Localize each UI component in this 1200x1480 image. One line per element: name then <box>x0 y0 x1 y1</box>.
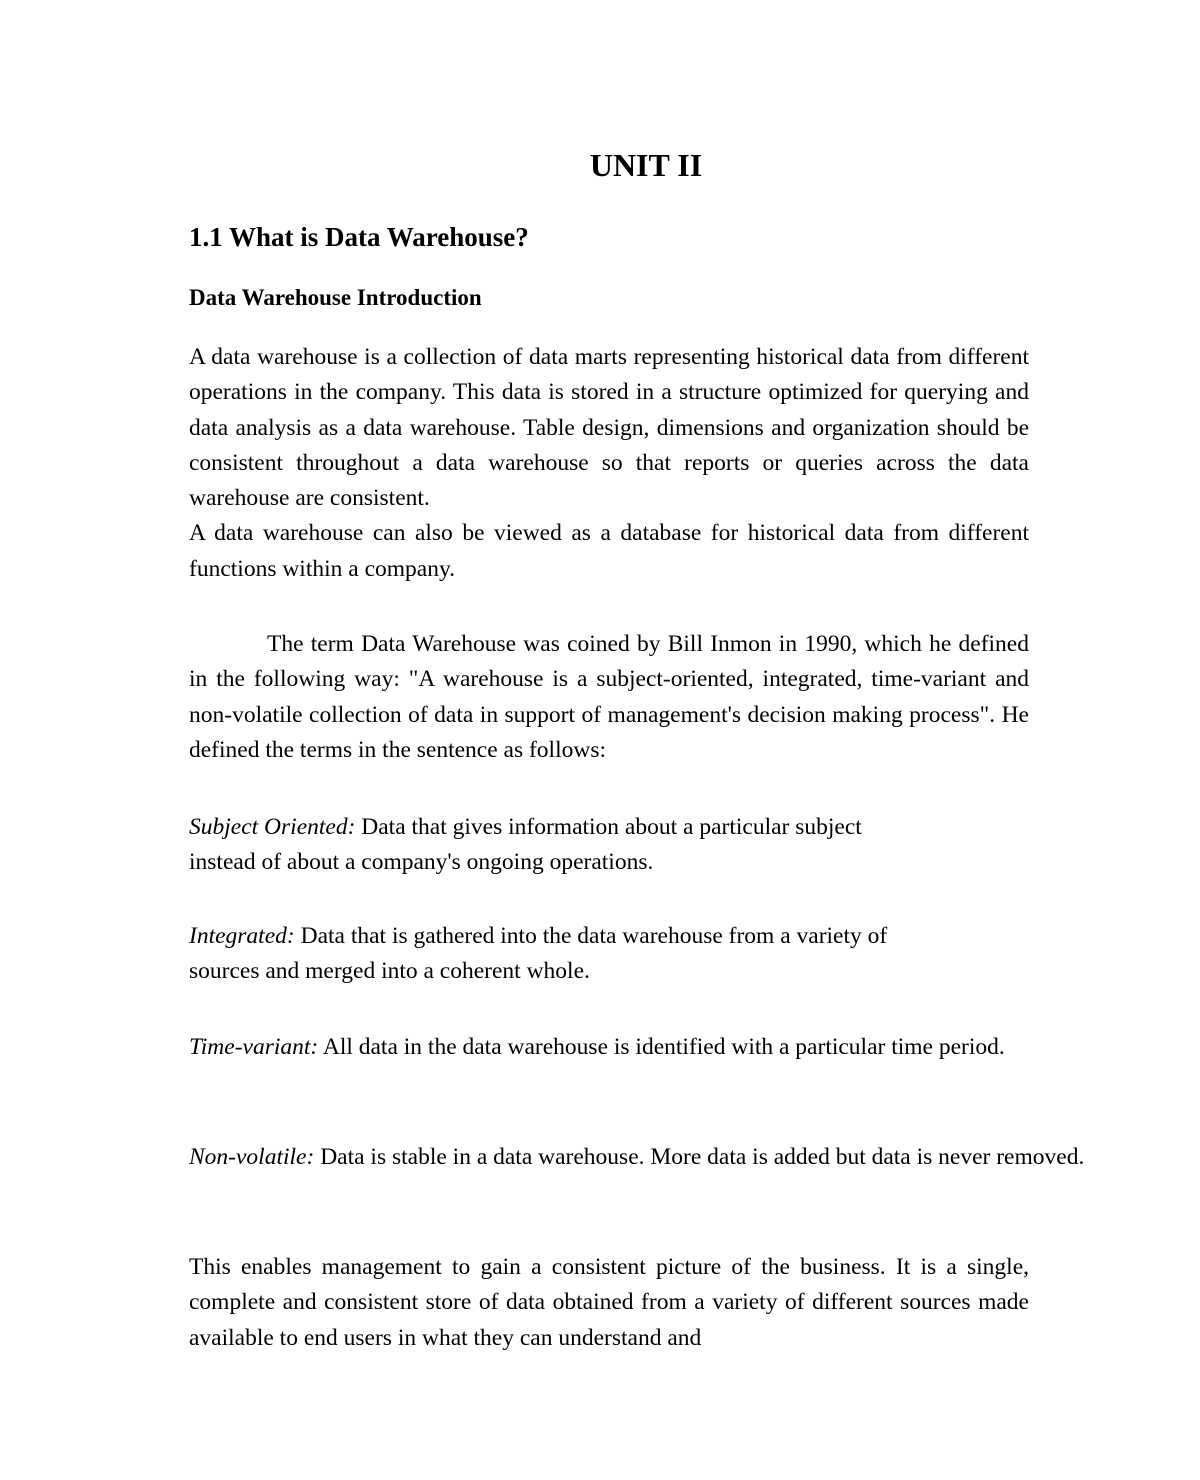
definition-term: Subject Oriented: <box>189 814 356 840</box>
intro-paragraph <box>189 340 1029 587</box>
definition-text-line2: sources and merged into a coherent whole. <box>189 958 590 985</box>
definition-integrated <box>189 919 1029 990</box>
definition-text-line2: instead of about a company's ongoing operations. <box>189 849 654 876</box>
definition-text: Data is stable in a data warehouse. More data is added but data is never removed. <box>320 1144 1085 1170</box>
definition-text-line1: Data that is gathered into the data warehouse from a variety of <box>300 923 888 949</box>
definition-text: All data in the data warehouse is identified with a particular time period. <box>322 1034 1005 1060</box>
intro-paragraph-part2: A data warehouse can also be viewed as a database for historical data from different functions within a company. <box>189 520 1029 582</box>
intro-paragraph-part1: A data warehouse is a collection of data marts representing historical data from different operations in the company. This data is stored in a structure optimized for querying and data analysis as a data warehouse. Table design, dimensions and organization should be consistent throughout a data warehouse so that reports or queries across the data warehouse are consistent. <box>189 344 1029 512</box>
definition-time-variant <box>189 1030 1105 1065</box>
section-heading: 1.1 What is Data Warehouse? <box>189 222 529 252</box>
closing-paragraph: This enables management to gain a consistent picture of the business. It is a single, complete and consistent store of data obtained from a variety of different sources made available to end users in what they can understand and <box>189 1254 1029 1351</box>
inmon-paragraph: The term Data Warehouse was coined by Bill Inmon in 1990, which he defined in the following way: "A warehouse is a subject-oriented, integrated, time-variant and non-volatile collection of data in support of management's decision making process". He defined the terms in the sentence as follows: <box>189 631 1029 763</box>
unit-title: UNIT II <box>589 147 703 183</box>
definition-term: Integrated: <box>189 923 295 949</box>
definition-text-line1: Data that gives information about a particular subject <box>361 814 862 840</box>
definition-term: Time-variant: <box>189 1034 319 1060</box>
definition-subject-oriented <box>189 810 1029 881</box>
definition-non-volatile <box>189 1140 1105 1175</box>
sub-heading: Data Warehouse Introduction <box>189 285 482 310</box>
definition-term: Non-volatile: <box>189 1144 315 1170</box>
